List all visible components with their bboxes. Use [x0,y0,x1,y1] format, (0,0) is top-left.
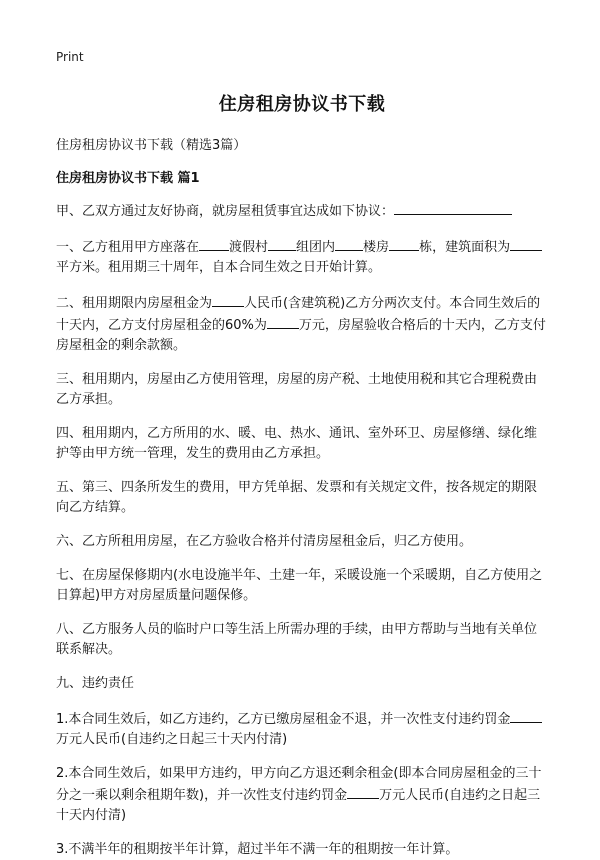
blank-line [510,708,542,723]
paragraph-11 [56,764,548,826]
paragraph-4: 四、租用期内，乙方所用的水、暖、电、热水、通讯、室外环卫、房屋修缮、绿化维护等由甲方统一管理，发生的费用由乙方承担。 [56,426,538,461]
paragraph-intro [56,200,548,222]
blank-line [212,292,244,307]
paragraph-6: 六、乙方所租用房屋，在乙方验收合格并付清房屋租金后，归乙方使用。 [56,534,473,549]
paragraph-text: 1.本合同生效后，如乙方违约，乙方已缴房屋租金不退，并一次性支付违约罚金 [56,712,511,727]
blank-line [268,236,296,251]
paragraph-10 [56,708,548,750]
section-heading: 住房租房协议书下载 篇1 [56,171,200,186]
paragraph-text: 2.本合同生效后，如果甲方违约，甲方向乙方退还剩余租金(即本合同房屋租金的三十分之一乘以剩余租期年数)，并一次性支付违约罚金 [56,766,542,803]
paragraph-text: 组团内 [296,240,336,255]
paragraph-text: 栋，建筑面积为 [419,240,511,255]
paragraph-text: 甲、乙双方通过友好协商，就房屋租赁事宜达成如下协议： [56,204,395,219]
paragraph-5: 五、第三、四条所发生的费用，甲方凭单据、发票和有关规定文件，按各规定的期限向乙方结算。 [56,480,538,515]
paragraph-text: 万元人民币(自违约之日起三十天内付清) [56,788,541,823]
paragraph-text: 万元人民币(自违约之日起三十天内付清) [56,732,288,747]
paragraph-text: 二、租用期限内房屋租金为 [56,296,213,311]
paragraph-text: 万元，房屋验收合格后的十天内，乙方支付房屋租金的剩余款额。 [56,318,546,353]
paragraph-8: 八、乙方服务人员的临时户口等生活上所需办理的手续，由甲方帮助与当地有关单位联系解决。 [56,622,538,657]
blank-line [267,314,299,329]
paragraph-3: 三、租用期内，房屋由乙方使用管理，房屋的房产税、土地使用税和其它合理税费由乙方承担。 [56,372,538,407]
document-title: 住房租房协议书下载 [218,94,386,115]
paragraph-text: 渡假村 [229,240,269,255]
paragraph-2 [56,292,548,356]
paragraph-text: 楼房 [363,240,390,255]
paragraph-9: 九、违约责任 [56,676,135,691]
paragraph-12: 3.不满半年的租期按半年计算，超过半年不满一年的租期按一年计算。 [56,842,459,857]
print-link[interactable]: Print [56,50,84,64]
document-subtitle: 住房租房协议书下载（精选3篇） [56,138,247,153]
blank-line [199,236,229,251]
paragraph-text: 一、乙方租用甲方座落在 [56,240,200,255]
paragraph-text: 平方米。租用期三十周年，自本合同生效之日开始计算。 [56,260,382,275]
blank-line [394,200,512,215]
paragraph-text: 人民币(含建筑税)乙方分两次支付。本合同生效后的十天内，乙方支付房屋租金的60%为 [56,296,541,333]
blank-line [510,236,542,251]
blank-line [335,236,363,251]
blank-line [347,784,379,799]
blank-line [389,236,419,251]
paragraph-7: 七、在房屋保修期内(水电设施半年、土建一年，采暖设施一个采暖期，自乙方使用之日算起)甲方对房屋质量问题保修。 [56,568,543,603]
paragraph-1 [56,236,548,278]
